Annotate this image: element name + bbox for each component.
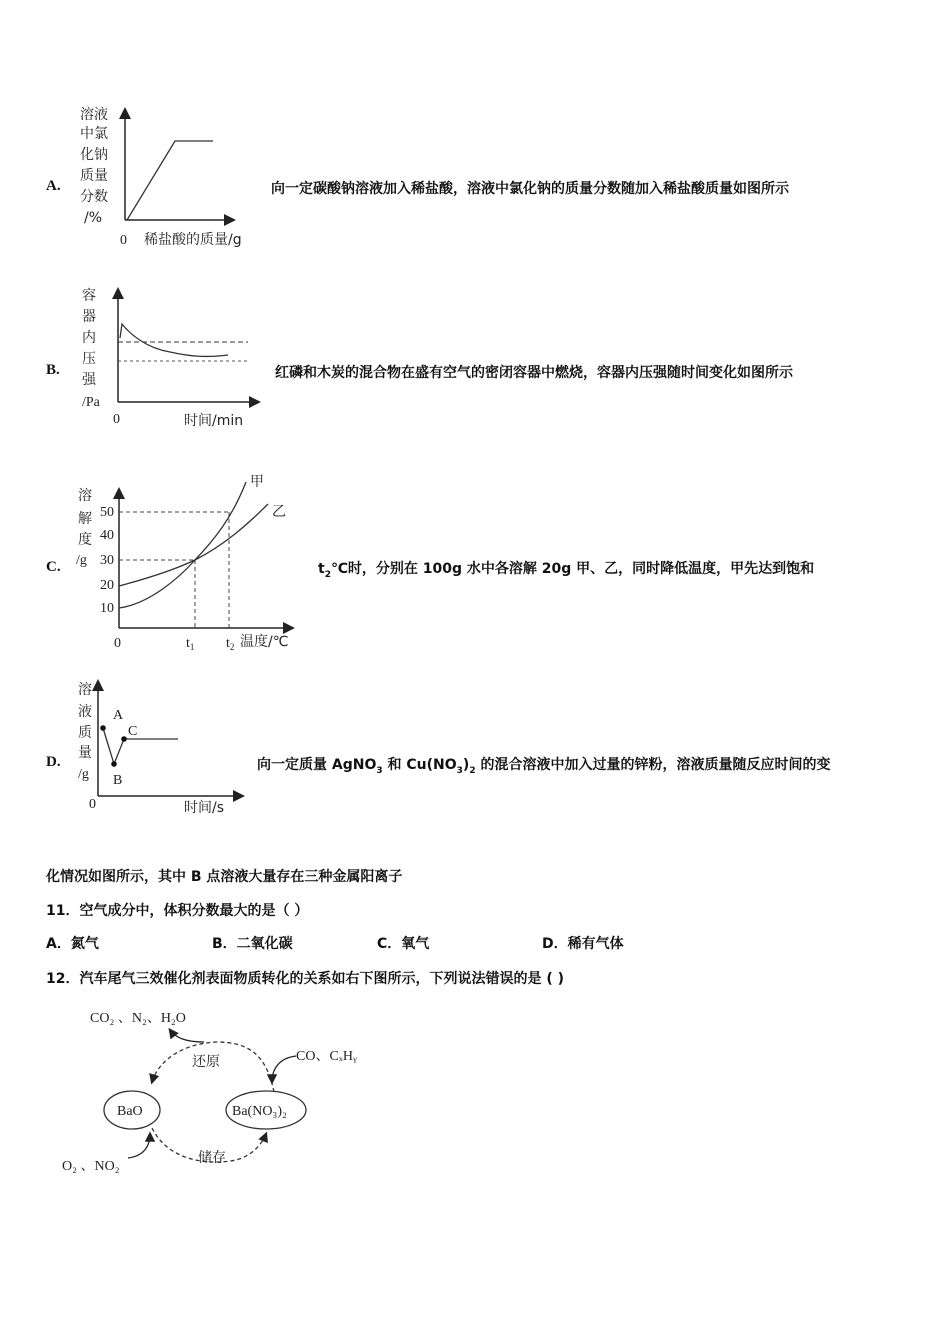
graph-c-ytick-10: 10 [100, 601, 114, 616]
q12-inputs-arrow [128, 1134, 150, 1158]
graph-b [78, 280, 278, 430]
graph-d-ylabel-4: 量 [78, 745, 92, 761]
graph-d-point-a [100, 725, 106, 731]
option-d-part-2: 和 Cu(NO [382, 757, 457, 773]
graph-d-ylabel-2: 液 [78, 704, 92, 720]
graph-c-ytick-50: 50 [100, 505, 114, 520]
graph-c-origin: 0 [114, 636, 121, 651]
graph-b-ylabel-2: 器 [82, 309, 96, 325]
graph-a [78, 100, 278, 250]
option-c-label: C. [46, 559, 61, 575]
graph-a-ylabel-4: 质量 [80, 168, 108, 184]
graph-c-series-jia: 甲 [250, 474, 264, 490]
option-d-sub-1: 3 [376, 765, 383, 776]
graph-d-label-a: A [113, 708, 124, 723]
graph-c-xtick-t1: $t_1$ [186, 636, 195, 652]
graph-b-ylabel-3: 内 [82, 330, 96, 346]
option-c-rest: ℃时，分别在 100g 水中各溶解 20g 甲、乙，同时降低温度，甲先达到饱和 [330, 561, 815, 577]
q12-reactants: CO、CₓHᵧ [296, 1049, 357, 1064]
graph-c-ytick-30: 30 [100, 553, 114, 568]
graph-b-ylabel-4: 压 [82, 351, 96, 367]
graph-d-origin: 0 [89, 797, 96, 812]
graph-b-xlabel: 时间/min [184, 413, 244, 429]
graph-a-ylabel-5: 分数 [80, 189, 108, 205]
graph-c-curve-jia [119, 482, 246, 608]
graph-a-ylabel-1: 溶液 [80, 107, 108, 123]
graph-b-ylabel-5: 强 [82, 372, 96, 388]
option-d-part-4: 的混合溶液中加入过量的锌粉，溶液质量随反应时间的变 [475, 757, 831, 773]
option-a-statement: 向一定碳酸钠溶液加入稀盐酸，溶液中氯化钠的质量分数随加入稀盐酸质量如图所示 [271, 181, 789, 197]
graph-b-origin: 0 [113, 412, 120, 427]
option-d-sub-2: 3 [456, 765, 463, 776]
option-a-label: A. [46, 178, 61, 194]
option-d-continuation: 化情况如图所示，其中 B 点溶液大量存在三种金属阳离子 [46, 869, 403, 885]
graph-a-origin: 0 [120, 233, 127, 248]
option-c-t: t [318, 561, 325, 577]
graph-c-xlabel: 温度/℃ [240, 634, 289, 650]
graph-a-ylabel-2: 中氯 [80, 126, 108, 142]
graph-d [74, 672, 274, 822]
option-c-t-sub: 2 [324, 569, 331, 580]
option-d-sub-3: 2 [469, 765, 476, 776]
graph-c-ytick-20: 20 [100, 578, 114, 593]
option-b-statement: 红磷和木炭的混合物在盛有空气的密闭容器中燃烧，容器内压强随时间变化如图所示 [275, 365, 793, 381]
q12-reduce-label: 还原 [192, 1054, 220, 1070]
q11-choice-c[interactable]: C．氧气 [377, 936, 430, 952]
q12-inputs: O₂ 、NO₂ [62, 1159, 120, 1174]
q12-stem: 12．汽车尾气三效催化剂表面物质转化的关系如右下图所示，下列说法错误的是 ( ) [46, 971, 565, 987]
graph-d-point-c [121, 736, 127, 742]
graph-c-curve-yi [119, 504, 268, 586]
q12-diagram [56, 1000, 396, 1185]
graph-c-ylabel-4: /g [76, 553, 87, 568]
graph-d-ylabel-3: 质 [78, 725, 92, 741]
option-d-part-1: 向一定质量 AgNO [257, 757, 377, 773]
graph-b-ylabel-1: 容 [82, 288, 96, 304]
option-c-statement [318, 558, 814, 580]
graph-c-xtick-t2: $t_2$ [226, 636, 235, 652]
graph-d-curve [103, 728, 178, 764]
option-d-part-3: ) [462, 757, 470, 773]
graph-c [74, 466, 304, 656]
graph-c-ylabel-2: 解 [78, 511, 92, 527]
option-d-label: D. [46, 754, 61, 770]
graph-b-curve [120, 324, 228, 356]
option-d-statement [257, 754, 830, 776]
graph-a-ylabel-3: 化钠 [80, 147, 108, 163]
q11-choice-b[interactable]: B．二氧化碳 [212, 936, 293, 952]
q12-right-box-label: Ba(NO₃)₂ [232, 1104, 287, 1119]
graph-c-series-yi: 乙 [272, 504, 286, 520]
q11-choice-a[interactable]: A．氮气 [46, 936, 99, 952]
graph-d-ylabel-1: 溶 [78, 682, 92, 698]
q12-products: CO₂ 、N₂、H₂O [90, 1011, 186, 1026]
graph-b-ylabel-6: /Pa [82, 395, 100, 410]
graph-a-ylabel-6: /% [84, 210, 103, 226]
q12-left-box-label: BaO [117, 1104, 143, 1119]
option-b-label: B. [46, 362, 60, 378]
graph-d-label-c: C [128, 724, 138, 739]
graph-d-ylabel-5: /g [78, 767, 89, 782]
graph-a-xlabel: 稀盐酸的质量/g [144, 232, 242, 248]
graph-a-curve [127, 141, 213, 220]
q11-stem: 11．空气成分中，体积分数最大的是（ ） [46, 903, 309, 919]
graph-d-xlabel: 时间/s [184, 800, 225, 816]
graph-d-label-b: B [113, 773, 123, 788]
graph-c-ytick-40: 40 [100, 528, 114, 543]
graph-c-ylabel-3: 度 [78, 532, 92, 548]
graph-c-ylabel-1: 溶 [78, 488, 92, 504]
q12-store-label: 储存 [198, 1150, 226, 1166]
q12-reactants-arrow [272, 1056, 296, 1082]
q11-choice-d[interactable]: D．稀有气体 [542, 936, 624, 952]
q12-products-arrow [170, 1030, 204, 1042]
graph-d-point-b [111, 761, 117, 767]
